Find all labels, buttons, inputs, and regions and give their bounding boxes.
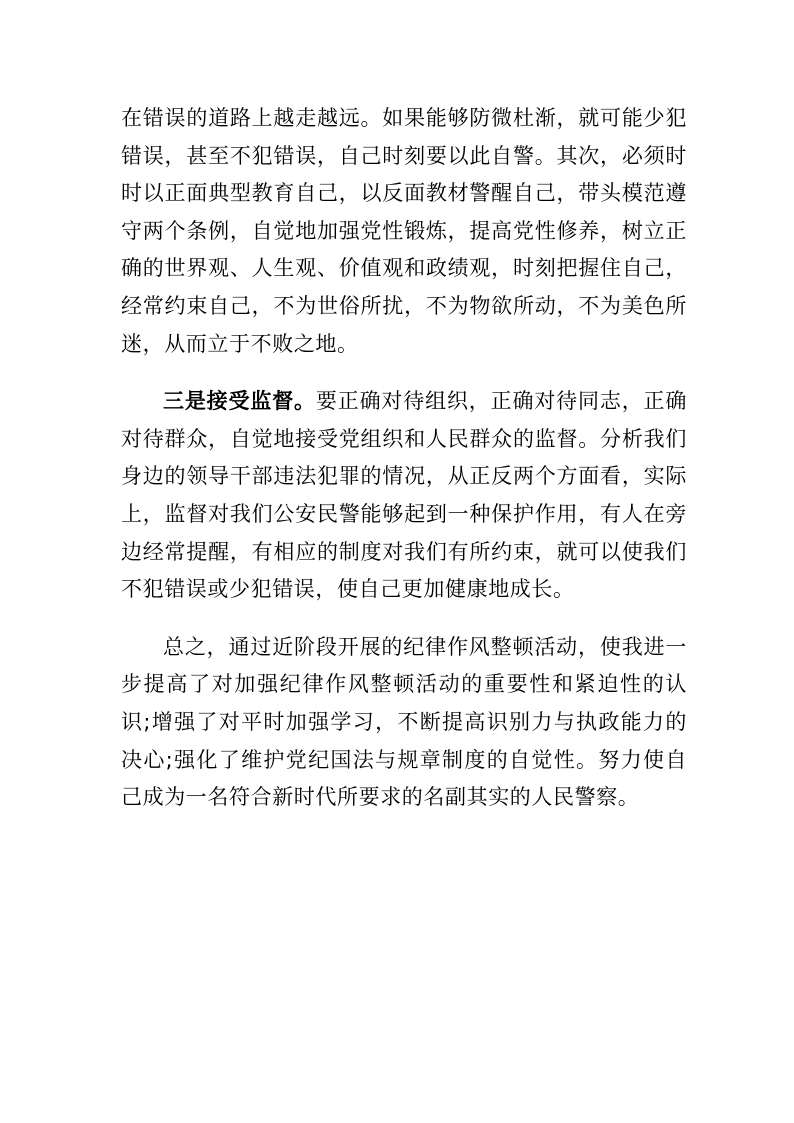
paragraph-text: 在错误的道路上越走越远。如果能够防微杜渐，就可能少犯错误，甚至不犯错误，自己时刻要以此自警。其次，必须时时以正面典型教育自己，以反面教材警醒自己，带头模范遵守两个条例，自觉地加强党性锻炼，提高党性修养，树立正确的世界观、人生观、价值观和政绩观，时刻把握住自己，经常约束自己，不为世俗所扰，不为物欲所动，不为美色所迷，从而立于不败之地。	[121, 106, 687, 356]
paragraph-continuation	[121, 100, 687, 363]
paragraph-heading: 三是接受监督。	[163, 389, 316, 414]
paragraph-conclusion	[121, 629, 687, 817]
paragraph-accept-supervision	[121, 383, 687, 609]
paragraph-text: 要正确对待组织，正确对待同志，正确对待群众，自觉地接受党组织和人民群众的监督。分析我们身边的领导干部违法犯罪的情况，从正反两个方面看，实际上，监督对我们公安民警能够起到一种保护作用，有人在旁边经常提醒，有相应的制度对我们有所约束，就可以使我们不犯错误或少犯错误，使自己更加健康地成长。	[121, 389, 687, 602]
document-body	[121, 100, 687, 817]
paragraph-text: 总之，通过近阶段开展的纪律作风整顿活动，使我进一步提高了对加强纪律作风整顿活动的重要性和紧迫性的认识;增强了对平时加强学习，不断提高识别力与执政能力的决心;强化了维护党纪国法与规章制度的自觉性。努力使自己成为一名符合新时代所要求的名副其实的人民警察。	[121, 634, 687, 810]
